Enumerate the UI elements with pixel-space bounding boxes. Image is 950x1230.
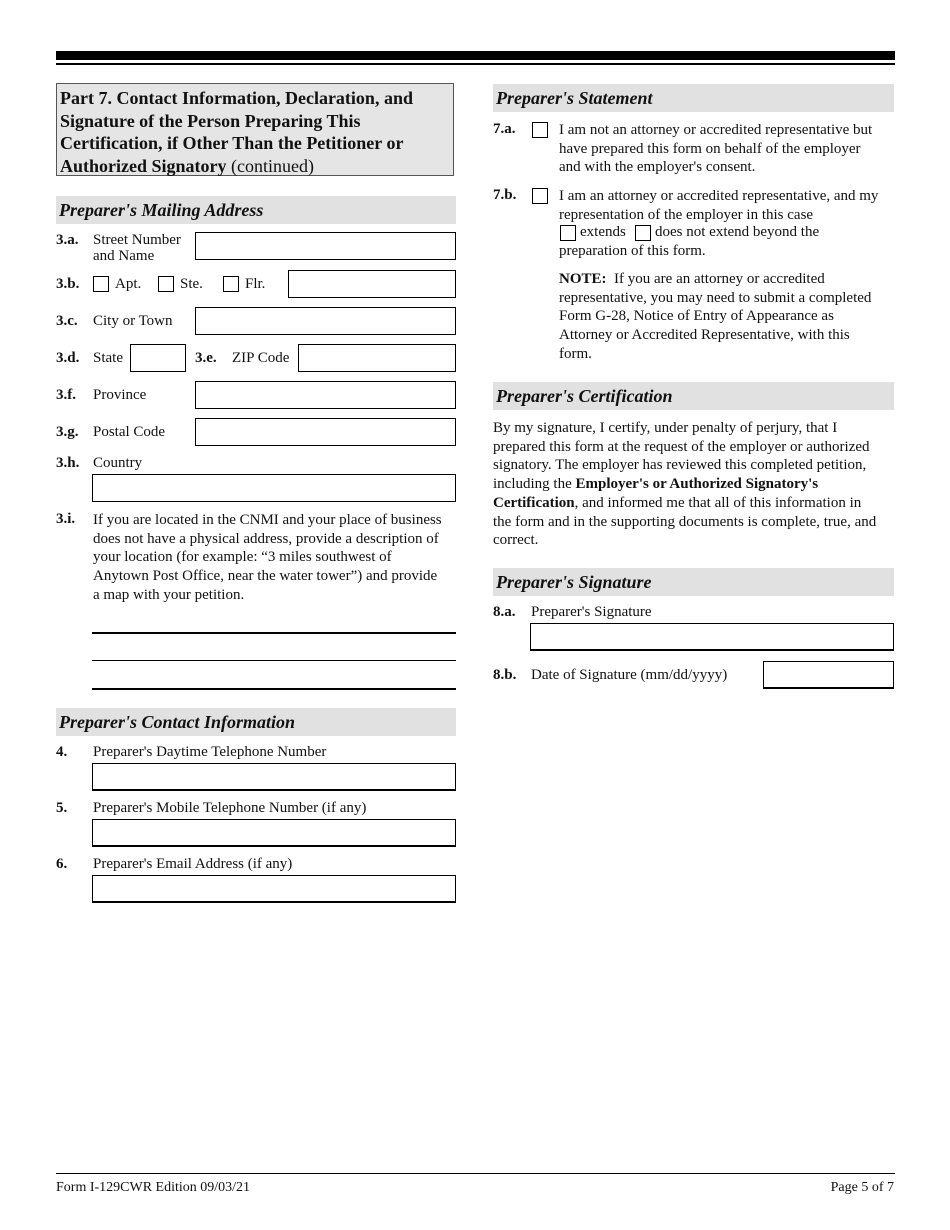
top-rule-thin [56,63,895,65]
note-line-4: Attorney or Accredited Representative, with this [559,327,850,344]
extends-checkbox[interactable] [560,225,576,241]
ste-checkbox[interactable] [158,276,174,292]
cnmi-description-line-1 [92,632,456,634]
email-label: Preparer's Email Address (if any) [93,856,293,872]
item-8b-number: 8.b. [493,667,517,683]
attorney-note [559,270,895,364]
item-6-number: 6. [56,856,68,872]
item-7b-number: 7.b. [493,187,517,203]
item-3a-number: 3.a. [56,232,79,248]
street-label-line-1: Street Number [93,232,181,248]
apt-label: Apt. [115,276,142,292]
item-5-number: 5. [56,800,68,816]
contact-information-heading: Preparer's Contact Information [56,708,456,736]
certification-text [493,419,895,550]
signature-label: Preparer's Signature [531,604,652,620]
cert-line-5-end: , and informed me that all of this information in [574,494,862,511]
postal-code-label: Postal Code [93,424,166,440]
cnmi-line-2: does not have a physical address, provide a description of [93,530,439,547]
not-attorney-line-1: I am not an attorney or accredited representative but [559,122,873,138]
mobile-phone-field[interactable] [92,819,456,847]
city-label: City or Town [93,313,173,329]
cert-line-7: correct. [493,532,539,549]
preparer-statement-heading: Preparer's Statement [493,84,894,112]
preparer-certification-heading: Preparer's Certification [493,382,894,410]
province-label: Province [93,387,147,403]
cert-line-1: By my signature, I certify, under penalty of perjury, that I [493,420,838,436]
attorney-checkbox[interactable] [532,188,548,204]
item-3g-number: 3.g. [56,424,79,440]
does-not-extend-label: does not extend beyond the [655,224,820,240]
item-7a-number: 7.a. [493,121,516,137]
signature-field[interactable] [530,623,894,651]
email-field[interactable] [92,875,456,903]
country-field[interactable] [92,474,456,502]
cnmi-line-3: your location (for example: “3 miles southwest of [93,549,392,566]
country-label: Country [93,455,143,471]
cnmi-line-1: If you are located in the CNMI and your place of business [93,512,442,528]
cert-line-2: prepared this form at the request of the employer or authorized [493,438,870,455]
cnmi-description-line-3 [92,688,456,690]
cert-line-4-bold: Employer's or Authorized Signatory's [575,476,819,493]
attorney-text [559,187,895,224]
street-name-field[interactable] [195,232,456,260]
part-7-continued: (continued) [231,155,314,176]
state-label: State [93,350,123,366]
note-line-3: Form G-28, Notice of Entry of Appearance as [559,308,834,325]
cert-line-6: the form and in the supporting documents is complete, true, and [493,513,877,530]
item-3d-number: 3.d. [56,350,80,366]
preparer-signature-heading: Preparer's Signature [493,568,894,596]
cnmi-description-line-2 [92,660,456,661]
page-number: Page 5 of 7 [830,1180,894,1195]
state-field[interactable] [130,344,186,372]
signature-date-field[interactable] [763,661,894,689]
mobile-phone-label: Preparer's Mobile Telephone Number (if any) [93,800,367,816]
daytime-phone-field[interactable] [92,763,456,791]
cnmi-line-4: Anytown Post Office, near the water tower”) and provide [93,568,438,585]
note-line-5: form. [559,345,592,362]
signature-date-label: Date of Signature (mm/dd/yyyy) [531,667,728,683]
not-attorney-line-2: have prepared this form on behalf of the employer [559,140,861,157]
attorney-line-1: I am an attorney or accredited representative, and my [559,188,879,204]
does-not-extend-checkbox[interactable] [635,225,651,241]
flr-checkbox[interactable] [223,276,239,292]
street-label [93,232,181,264]
item-3e-number: 3.e. [195,350,217,366]
attorney-line-2: representation of the employer in this case [559,206,814,223]
item-3b-number: 3.b. [56,276,80,292]
not-attorney-line-3: and with the employer's consent. [559,159,756,176]
daytime-phone-label: Preparer's Daytime Telephone Number [93,744,327,760]
note-line-2: representative, you may need to submit a completed [559,289,872,306]
cnmi-instructions [93,511,457,605]
part-7-title-box [56,83,454,176]
postal-code-field[interactable] [195,418,456,446]
not-attorney-text [559,121,895,177]
form-edition: Form I-129CWR Edition 09/03/21 [56,1180,251,1195]
item-4-number: 4. [56,744,68,760]
item-3i-number: 3.i. [56,511,76,527]
top-rule-thick [56,51,895,60]
province-field[interactable] [195,381,456,409]
zip-label: ZIP Code [232,350,290,366]
zip-field[interactable] [298,344,456,372]
flr-label: Flr. [245,276,266,292]
street-label-line-2: and Name [93,248,155,264]
cert-line-4-start: including the [493,476,576,493]
note-label: NOTE: [559,271,607,287]
extends-label: extends [580,224,626,240]
cert-line-5-bold: Certification [493,494,575,511]
not-attorney-checkbox[interactable] [532,122,548,138]
apt-checkbox[interactable] [93,276,109,292]
item-3c-number: 3.c. [56,313,78,329]
cnmi-line-5: a map with your petition. [93,586,245,603]
city-field[interactable] [195,307,456,335]
footer-rule [56,1173,895,1174]
item-3h-number: 3.h. [56,455,80,471]
attorney-line-last: preparation of this form. [559,243,706,259]
item-8a-number: 8.a. [493,604,516,620]
note-line-1: If you are an attorney or accredited [614,271,825,287]
item-3f-number: 3.f. [56,387,76,403]
unit-number-field[interactable] [288,270,456,298]
part-7-title: Part 7. Contact Information, Declaration, and Signature of the Person Preparing This Certification, if Other Than the Petitioner or Authorized Signatory [60,88,413,176]
cnmi-description-field[interactable] [92,604,456,689]
mailing-address-heading: Preparer's Mailing Address [56,196,456,224]
cert-line-3: signatory. The employer has reviewed this completed petition, [493,457,867,474]
ste-label: Ste. [180,276,203,292]
